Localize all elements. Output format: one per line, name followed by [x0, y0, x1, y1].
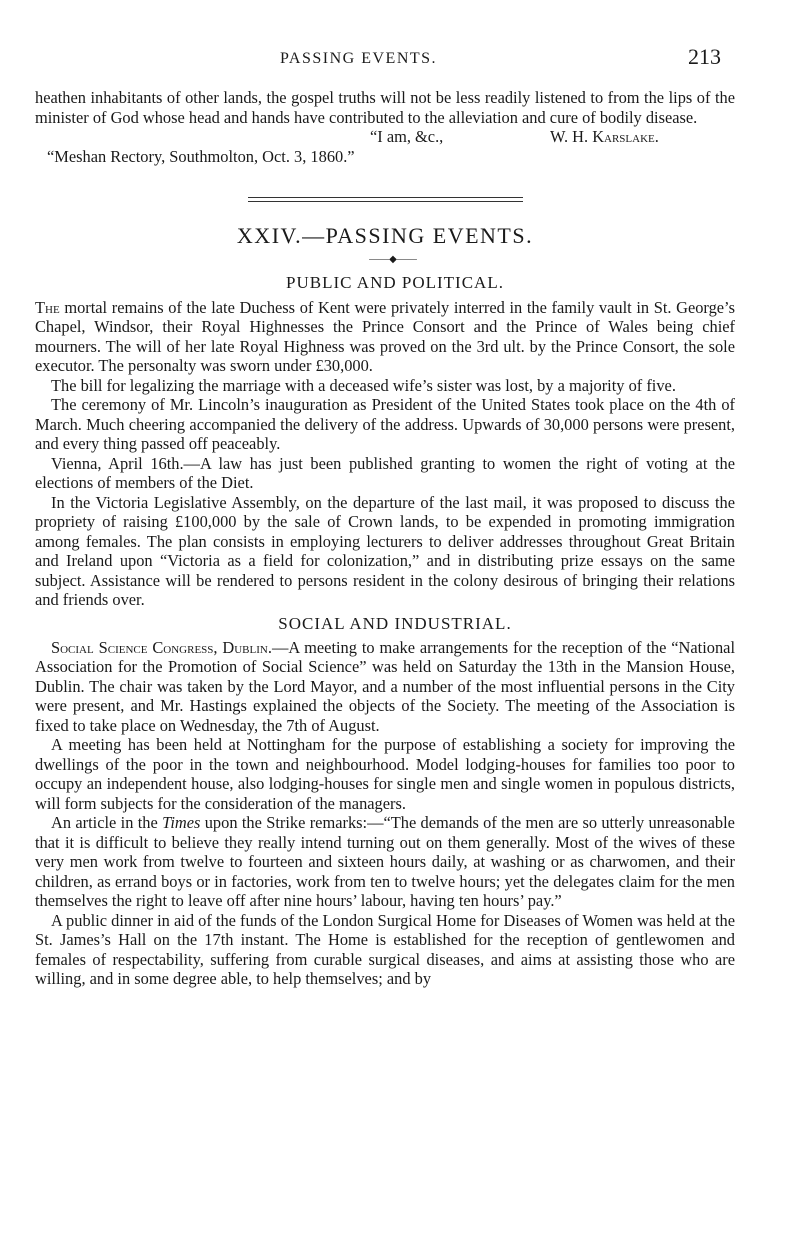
section-heading-public-political: PUBLIC AND POLITICAL. — [286, 272, 504, 292]
newspaper-title: Times — [162, 813, 201, 832]
letter-closing: “I am, &c., — [370, 127, 444, 146]
page-body — [35, 88, 735, 989]
article-social-science-congress — [35, 638, 735, 736]
letter-dateline: “Meshan Rectory, Southmolton, Oct. 3, 1860.” — [47, 146, 355, 166]
article-times-strike — [35, 813, 735, 911]
letter-signature — [35, 127, 735, 147]
running-head — [0, 44, 788, 74]
letter-signatory: W. H. Karslake. — [550, 127, 659, 146]
running-title: PASSING EVENTS. — [280, 50, 438, 67]
ornament-diamond-icon: ——◆—— — [369, 253, 417, 265]
article-surgical-home-dinner: A public dinner in aid of the funds of the London Surgical Home for Diseases of Women was held at the St. James’s Hall on the 17th instant. The Home is established for the reception of gentlewomen and females of respectability, suffering from curable surgical diseases, and aims at assisting those who are willing, and in some degree able, to help themselves; and by — [35, 910, 735, 988]
divider-rule-top — [248, 197, 523, 198]
article-vienna-law: Vienna, April 16th.—A law has just been published granting to women the right of voting at the elections of members of the Diet. — [35, 453, 735, 492]
article-marriage-bill: The bill for legalizing the marriage with a deceased wife’s sister was lost, by a majority of five. — [51, 375, 676, 395]
article-duchess-of-kent — [35, 298, 735, 376]
letter-continuation: heathen inhabitants of other lands, the gospel truths will not be less readily listened to from the lips of the minister of God whose head and hands have contributed to the alleviation and cure of bodily disease. — [35, 88, 735, 127]
article-lead-word: The — [35, 297, 60, 317]
divider-rule-bottom — [248, 201, 523, 202]
page-number: 213 — [688, 44, 721, 69]
article-text: mortal remains of the late Duchess of Kent were privately interred in the family vault in St. George’s Chapel, Windsor, their Royal Highnesses the Prince Consort and the Prince of Wales being chief mourners. The will of her late Royal Highness was proved on the 3rd ult. by the Prince Consort, the sole executor. The personalty was sworn under £30,000. — [35, 297, 735, 375]
section-divider — [248, 197, 523, 202]
article-lead-title: Social Science Congress, Dublin. — [51, 637, 272, 657]
article-victoria-assembly: In the Victoria Legislative Assembly, on the departure of the last mail, it was proposed to discuss the propriety of raising £100,000 by the sale of Crown lands, to be expended in promoting immigration among females. The plan consists in employing lecturers to deliver addresses throughout Great Britain and Ireland upon “Victoria as a field for colonization,” and in distributing prize essays on the same subject. Assistance will be rendered to persons resident in the colony desirous of bringing their relations and friends over. — [35, 492, 735, 609]
article-text: An article in the — [51, 813, 158, 832]
article-nottingham-society: A meeting has been held at Nottingham for the purpose of establishing a society for improving the dwellings of the poor in the town and neighbourhood. Model lodging-houses for families too poor to occupy an independent house, also lodging-houses for single men and single women in populous districts, will form subjects for the consideration of the managers. — [35, 735, 735, 813]
article-lincoln-inauguration: The ceremony of Mr. Lincoln’s inauguration as President of the United States took place on the 4th of March. Much cheering accompanied the delivery of the address. Upwards of 30,000 persons were present, and every thing passed off peaceably. — [35, 395, 735, 453]
section-heading-social-industrial: SOCIAL AND INDUSTRIAL. — [278, 613, 512, 633]
article-text: —A meeting to make arrangements for the reception of the “National Association for the Promotion of Social Science” was held on Saturday the 13th in the Mansion House, Dublin. The chair was taken by the Lord Mayor, and a number of the most influential persons in the City were present, and Mr. Hastings explained the objects of the Society. The meeting of the Association is fixed to take place on Wednesday, the 7th of August. — [35, 637, 735, 735]
chapter-title: XXIV.—PASSING EVENTS. — [236, 222, 534, 248]
article-text: upon the Strike remarks:—“The demands of the men are so utterly unreasonable that it is difficult to believe they really intend turning out on them generally. Most of the wives of these very men work from twelve to fourteen and sixteen hours daily, at washing or as charwomen, and their children, as errand boys or in factories, work from ten to twelve hours; yet the delegates claim for the men themselves the right to leave off after nine hours’ labour, having ten hours’ pay.” — [35, 813, 735, 910]
